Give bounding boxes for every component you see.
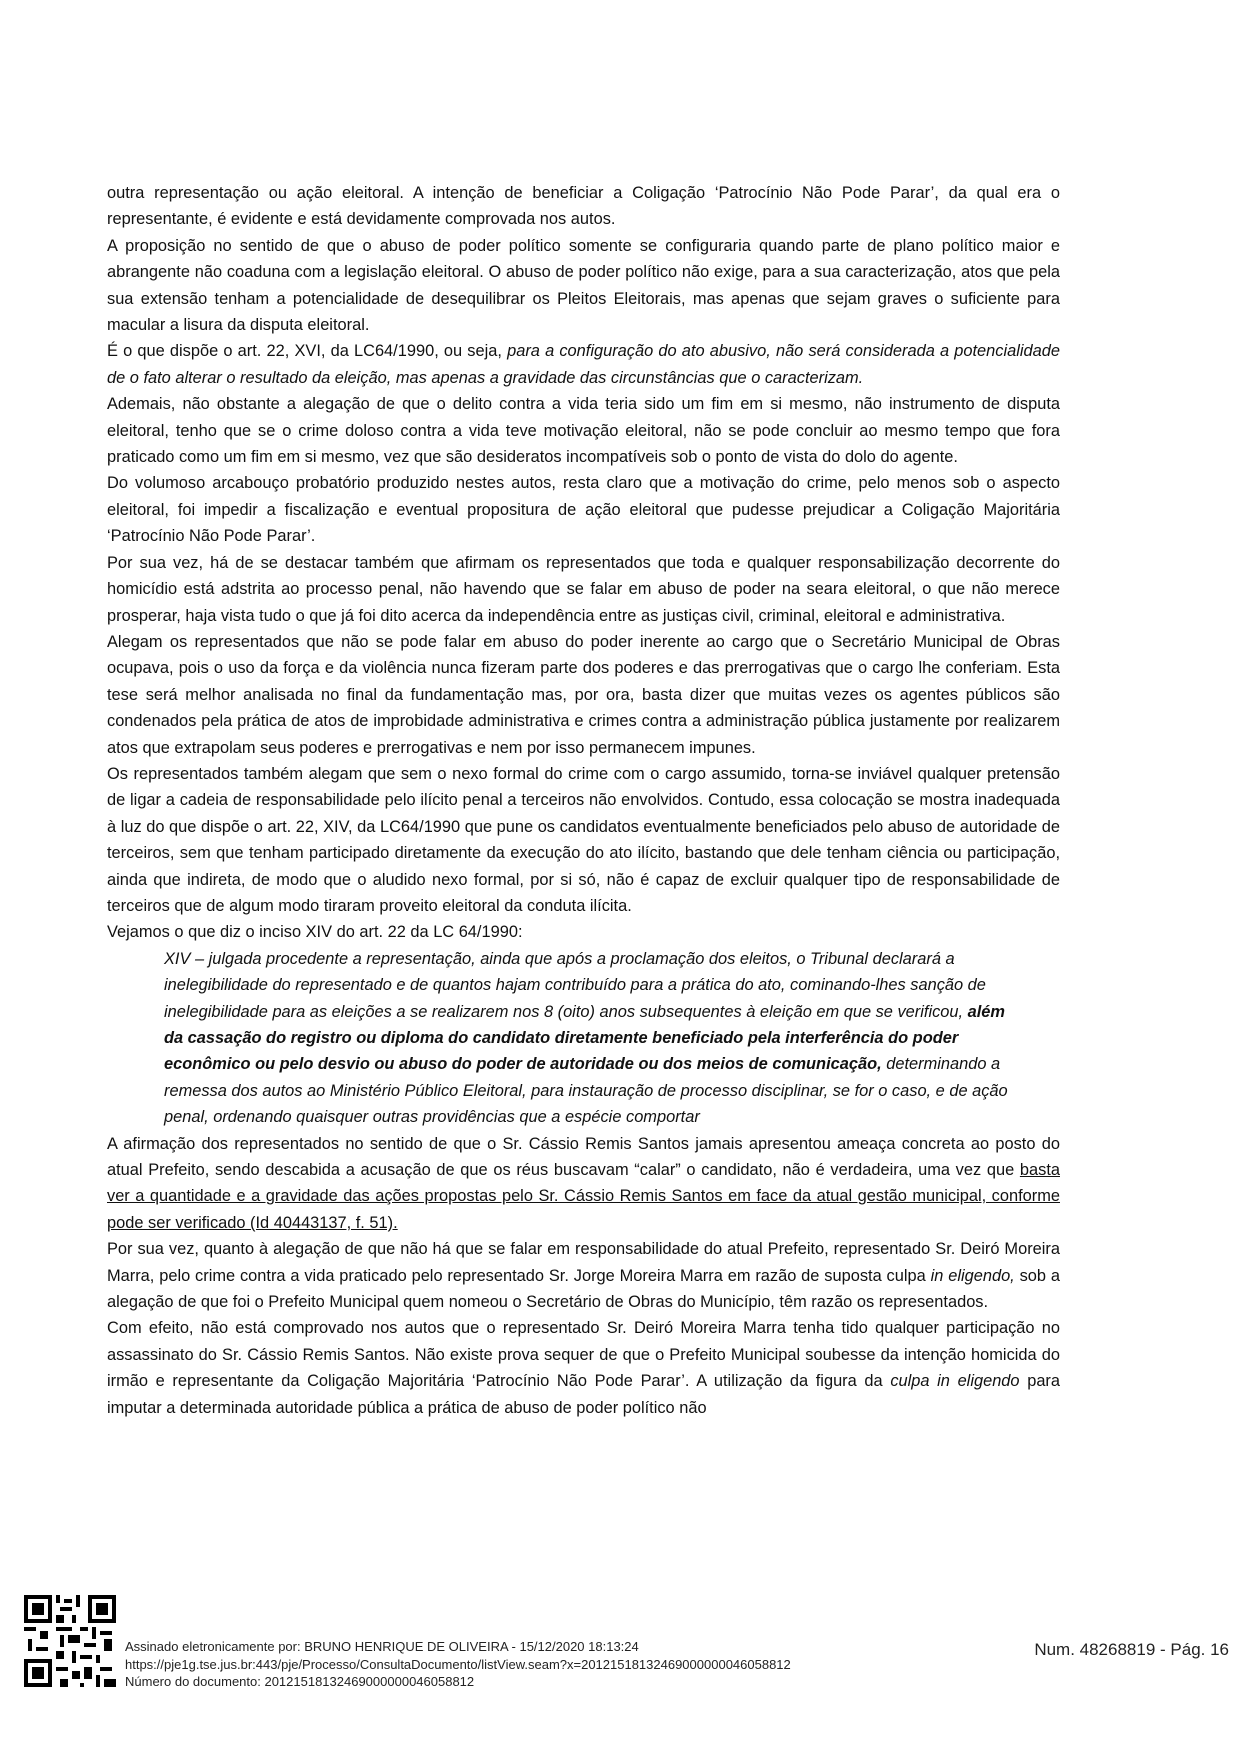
- page-number: Num. 48268819 - Pág. 16: [1034, 1640, 1229, 1659]
- paragraph-3-text: É o que dispõe o art. 22, XVI, da LC64/1990, ou seja,: [107, 342, 508, 361]
- quote-part-bold: além da cassação do registro ou diploma do candidato diretamente beneficiado pela interferência do poder econômico ou pelo desvio ou abuso do poder de autoridade ou dos meios de comunicação,: [164, 1002, 1005, 1074]
- paragraph-10: [107, 1131, 1060, 1237]
- signature-block: [125, 1638, 791, 1691]
- legal-quote: [164, 946, 1009, 1131]
- paragraph-12-text-a: Com efeito, não está comprovado nos autos que o representado Sr. Deiró Moreira Marra tenha tido qualquer participação no assassinato do Sr. Cássio Remis Santos. Não existe prova sequer de que o Prefeito Municipal soubesse da intenção homicida do irmão e representante da Coligação Majoritária ‘Patrocínio Não Pode Parar’. A utilização da figura da: [107, 1319, 1060, 1391]
- paragraph-11-text-a: Por sua vez, quanto à alegação de que não há que se falar em responsabilidade do atual Prefeito, representado Sr. Deiró Moreira Marra, pelo crime contra a vida praticado pelo representado Sr. Jorge Moreira Marra em razão de suposta culpa: [107, 1240, 1060, 1285]
- paragraph-5: Do volumoso arcabouço probatório produzido nestes autos, resta claro que a motivação do crime, pelo menos sob o aspecto eleitoral, foi impedir a fiscalização e eventual propositura de ação eleitoral que pudesse prejudicar a Coligação Majoritária ‘Patrocínio Não Pode Parar’.: [107, 474, 1060, 546]
- signed-by: Assinado eletronicamente por: BRUNO HENRIQUE DE OLIVEIRA - 15/12/2020 18:13:24: [125, 1639, 639, 1654]
- paragraph-10-underlined: basta ver a quantidade e a gravidade das ações propostas pelo Sr. Cássio Remis Santos em face da atual gestão municipal, conforme pode ser verificado (Id 40443137, f. 51).: [107, 1161, 1060, 1232]
- paragraph-11-text-b: sob a alegação de que foi o Prefeito Municipal quem nomeou o Secretário de Obras do Município, têm razão os representados.: [107, 1266, 1061, 1312]
- paragraph-11: [107, 1236, 1060, 1315]
- paragraph-3: [107, 338, 1060, 391]
- paragraph-3-italic: para a configuração do ato abusivo, não será considerada a potencialidade de o fato alterar o resultado da eleição, mas apenas a gravidade das circunstâncias que o caracterizam.: [107, 342, 1060, 387]
- paragraph-10-text: A afirmação dos representados no sentido de que o Sr. Cássio Remis Santos jamais apresentou ameaça concreta ao posto do atual Prefeito, sendo descabida a acusação de que os réus buscavam “calar” o candidato, não é verdadeira, uma vez que: [107, 1134, 1060, 1180]
- document-body: [107, 180, 1060, 1421]
- document-number: Número do documento: 20121518132469000000046058812: [125, 1674, 475, 1689]
- paragraph-1: outra representação ou ação eleitoral. A intenção de beneficiar a Coligação ‘Patrocínio Não Pode Parar’, da qual era o representante, é evidente e está devidamente comprovada nos autos.: [107, 184, 1060, 229]
- qr-code-icon: [24, 1595, 116, 1687]
- paragraph-11-italic: in eligendo,: [930, 1266, 1015, 1285]
- paragraph-12-text-b: para imputar a determinada autoridade pública a prática de abuso de poder político não: [107, 1372, 1061, 1417]
- paragraph-12: [107, 1315, 1060, 1421]
- quote-part-a: XIV – julgada procedente a representação, ainda que após a proclamação dos eleitos, o Tribunal declarará a inelegibilidade do representado e de quantos hajam contribuído para a prática do ato, cominando-lhes sanção de inelegibilidade para as eleições a se realizarem nos 8 (oito) anos subsequentes à eleição em que se verificou,: [164, 949, 986, 1021]
- paragraph-7: Alegam os representados que não se pode falar em abuso do poder inerente ao cargo que o Secretário Municipal de Obras ocupava, pois o uso da força e da violência nunca fizeram parte dos poderes e das prerrogativas que o cargo lhe conferiam. Esta tese será melhor analisada no final da fundamentação mas, por ora, basta dizer que muitas vezes os agentes públicos são condenados pela prática de atos de improbidade administrativa e crimes contra a administração pública justamente por realizarem atos que extrapolam seus poderes e prerrogativas e nem por isso permanecem impunes.: [107, 632, 1060, 757]
- paragraph-2: A proposição no sentido de que o abuso de poder político somente se configuraria quando parte de plano político maior e abrangente não coaduna com a legislação eleitoral. O abuso de poder político não exige, para a sua caracterização, atos que pela sua extensão tenham a potencialidade de desequilibrar os Pleitos Eleitorais, mas apenas que sejam graves o suficiente para macular a lisura da disputa eleitoral.: [107, 236, 1060, 335]
- paragraph-4: Ademais, não obstante a alegação de que o delito contra a vida teria sido um fim em si mesmo, não instrumento de disputa eleitoral, tenho que se o crime doloso contra a vida teve motivação eleitoral, não se pode concluir ao mesmo tempo que fora praticado como um fim em si mesmo, vez que são desideratos incompatíveis sob o ponto de vista do dolo do agente.: [107, 395, 1060, 467]
- paragraph-8: Os representados também alegam que sem o nexo formal do crime com o cargo assumido, torna-se inviável qualquer pretensão de ligar a cadeia de responsabilidade pelo ilícito penal a terceiros não envolvidos. Contudo, essa colocação se mostra inadequada à luz do que dispõe o art. 22, XIV, da LC64/1990 que pune os candidatos eventualmente beneficiados pelo abuso de autoridade de terceiros, sem que tenham participado diretamente da execução do ato ilícito, bastando que dele tenham ciência ou participação, ainda que indireta, de modo que o aludido nexo formal, por si só, não é capaz de excluir qualquer tipo de responsabilidade de terceiros que de algum modo tiraram proveito eleitoral da conduta ilícita.: [107, 764, 1060, 915]
- paragraph-12-italic: culpa in eligendo: [890, 1372, 1020, 1391]
- document-url[interactable]: https://pje1g.tse.jus.br:443/pje/Processo/ConsultaDocumento/listView.seam?x=20121518132469000000046058812: [125, 1656, 791, 1672]
- paragraph-6: Por sua vez, há de se destacar também que afirmam os representados que toda e qualquer responsabilização decorrente do homicídio está adstrita ao processo penal, não havendo que se falar em abuso de poder na seara eleitoral, o que não merece prosperar, haja vista tudo o que já foi dito acerca da independência entre as justiças civil, criminal, eleitoral e administrativa.: [107, 553, 1060, 625]
- quote-part-c: determinando a remessa dos autos ao Ministério Público Eleitoral, para instauração de processo disciplinar, se for o caso, e de ação penal, ordenando quaisquer outras providências que a espécie comportar: [164, 1055, 1008, 1127]
- paragraph-9: Vejamos o que diz o inciso XIV do art. 22 da LC 64/1990:: [107, 923, 523, 942]
